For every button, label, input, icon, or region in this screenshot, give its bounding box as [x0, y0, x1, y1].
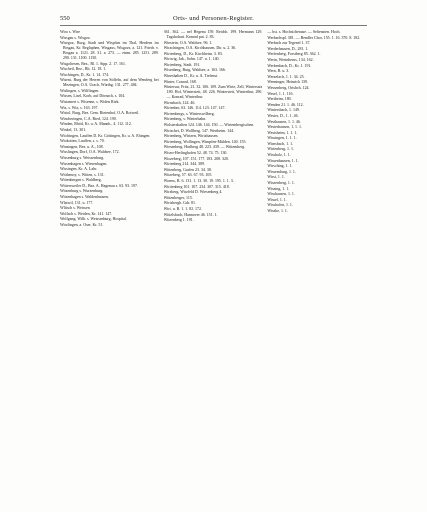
index-entry: Wirachingen, O.A. Kirchhausen, Dir. u. 2. 36. — [163, 45, 237, 51]
index-entry: Westerhausen, 1. 1. 1. — [267, 124, 302, 130]
index-entry: Westhausen, 1. 1. 46. — [267, 118, 301, 124]
index-entry: Winkel, 13. 301. — [60, 126, 87, 132]
index-entry: Wisgoltesen, Bez., Bl. 1. Sipp. 2. 17. 161. — [60, 60, 126, 66]
index-entry: Wissenhausen, 1. 1. — [267, 157, 299, 163]
index-entry: Wisegoz, Burg, Stadt und Wispfirn im Thal, Herdern im Brsgau, Kr. Reglaphen, Wisgaus, Wisgozs, a. 121. Friedr. v. Brsgau a. 1121. 28. 31. a. 273. — einm. 285. 1251. 289. 290. 131. 1100. 1150. — [60, 40, 159, 60]
index-entry: Wirtenberg, D., Kr. Kirchheim. 3. 83. — [163, 50, 223, 56]
index-column-3 — [267, 30, 366, 480]
index-entry: Wirtembergs, s. Winterswilberg. — [163, 110, 215, 116]
index-entry: Wlatwil, 131. u. 177. — [60, 199, 94, 205]
index-entry: Wolfach s. Weiden, Kr. 141. 147. — [60, 210, 113, 216]
index-entry: Wiszke, 1. 1. — [267, 208, 288, 213]
index-entry: Wiszing, 1. 1. — [267, 185, 290, 191]
index-entry: Wissingen, 1. 1. 1. — [267, 135, 297, 141]
index-entry: Werfenberg, Forstberg 85. 362. 1. — [267, 51, 321, 57]
index-entry: Witzenberg 1. 191. — [163, 217, 194, 223]
index-entry: Wischeil, Bez., Bh. 12. 18. 1. — [60, 66, 107, 72]
index-entry: Wirst, 1. 1. — [267, 174, 285, 180]
index-entry: Witzeberg, 57. 63. 67. 93. 105. — [163, 172, 213, 178]
index-entry: Wiro s. Wire — [60, 30, 81, 34]
index-entry: Wirt. u. B. 1. 1. 82. 172. — [163, 205, 202, 211]
index-entry: Wissgau s. Wisgoz. — [60, 34, 91, 40]
index-entry: Wiokotten, Lauffen, s. s. 70. — [60, 138, 105, 144]
index-entry: Wiozeberg, 107. 151. 177. 183. 208. 320. — [163, 155, 229, 161]
index-entry: Wissemburg, 1. 1. — [267, 168, 296, 174]
index-entry: Wirtenberg, s. Winterhahn. — [163, 116, 207, 122]
index-entry: Wistamert s. Wisenne, s. Widen Riek. — [60, 98, 120, 104]
index-entry: Wiszenberg, 1. 1. — [267, 180, 295, 186]
index-entry: Wineshalten D., Kr. u. A. Tiefenst. — [163, 73, 219, 79]
index-entry: Werbachspl. 381. — Bendler Chor, 155. 1. 16. 370. 8. 182. — [267, 34, 361, 40]
index-entry: Wirttenberg 101. 107. 234. 307. 315. 418. — [163, 183, 230, 189]
index-entry: Wirtenberg, 1. 1. — [267, 146, 294, 152]
index-entry: Wiseni, Burg der Herren von Stiffeln, auf dem Wenderg bei Mezingen, O.A. Urach, Würtbg. 131. 277. 484. — [60, 77, 159, 88]
index-entry: Werzelach, 1. 1. 34. 25. — [267, 73, 305, 79]
index-entry: Wirtenberg, Stadt. 191. — [163, 61, 201, 67]
index-entry: Winstein, O.A. Waldsee, 96. 1. — [163, 39, 213, 45]
index-entry: Wester, D., 1. 1. 46. — [267, 112, 299, 118]
index-entry: Wessenberg, Ortshch, 124. — [267, 84, 310, 90]
index-entry: Wirtenber, 63. 146. 114. 123. 147. 147. — [163, 105, 226, 111]
page-number: 550 — [60, 15, 70, 22]
index-entry: Wertheim, 180. — [267, 96, 292, 102]
index-entry: Wissholz, 1. 1. — [267, 152, 291, 158]
index-entry: Wislingen, s. Wilflingen. — [60, 87, 100, 93]
index-entry: Witzenburg s. Wurzenburg. — [60, 188, 104, 194]
index-entry: Wirtenberg 214. 344. 389. — [163, 161, 205, 167]
index-entry: Wirtwig, Jak., Sohn. 147. u. 1. 140. — [163, 56, 220, 62]
index-entry: Wiofringen, Lauffen D. Kr. Göttingen, Kr. u. A. Ehingen. — [60, 132, 151, 138]
index-column-1 — [60, 30, 159, 480]
index-column-2 — [164, 30, 263, 480]
index-entry: Wisslingen, Dorf, O.A. Waldsee, 172. — [60, 149, 120, 155]
index-entry: Westsheim, 1. 1. 1. — [267, 129, 298, 135]
index-entry: Wissenhagen s. Wiesenhagen. — [60, 160, 108, 166]
index-entry: Wissingen, Kr. A. Lahr. — [60, 166, 98, 172]
index-entry: Worms, B. 6. 131. 1. 13. 30. 19. 195. 1. 1. 3. — [163, 177, 234, 183]
index-entry: Wisshofen, 1. 1. — [267, 202, 293, 208]
index-entry: Wenden 21. 1. 46. 112. — [267, 101, 304, 107]
index-entry: Wintersbach, 1. 149. — [267, 107, 300, 113]
index-entry: Wincheringen, C.A. Ried, 124. 190. — [60, 115, 117, 121]
index-entry: Witzenhagen s. Waldenhausen. — [60, 194, 109, 200]
index-entry: Wissenburg s. Weissenburg. — [60, 154, 105, 160]
index-entry: Wisenherg, Burg, Waldsee, a. 163. 166. — [163, 67, 226, 73]
index-entry: Wiseo-Herlinghofen 52. 48. 74. 75. 130. — [163, 150, 228, 155]
index-entry: Wistol, Burg, Bez. Gem. Rietenhof, O.A. Rotweil. — [60, 110, 140, 116]
index-entry: Wittenbergen s. Waldberg. — [60, 177, 102, 183]
index-entry: Wolfgang, Wilh. s. Weissenburg, Hospital. — [60, 216, 127, 222]
index-entry: Wirtenberg, Wollingen, Wimpfen-Mülden. 140. 155. — [163, 138, 247, 144]
index-entry: Wirtenherg, Wirtzen, Wirtzhausen. — [163, 133, 219, 139]
index-entry: Werderhausen, D., 281. 1. — [267, 45, 309, 51]
index-entry: Werbenbach, D., Kr. 1. 191. — [267, 62, 312, 68]
page-header — [60, 15, 367, 25]
index-entry: Wirtsbergh. Gdr. 81. — [163, 200, 196, 206]
index-entry: Winter, Conrad, 168. — [163, 78, 197, 84]
index-entry: Winden, Rhöd, Kr. u. A. Mannh., 4. 112. 112. — [60, 121, 132, 127]
index-columns — [60, 30, 366, 480]
running-title: Orts- und Personen-Register. — [173, 15, 254, 22]
index-entry: Wissel, 1. 1. — [267, 196, 287, 202]
index-entry: Wirnsbach, 124. 46. — [163, 99, 196, 105]
index-entry: Wiesenberg, Harlberg 48. 223. 439. — Wittemberg. — [163, 144, 246, 150]
index-entry: Wittenberg, Grafen 23. 34. 38. — [163, 166, 212, 172]
index-entry: Werbach zur Tegenel 1. 37. — [267, 40, 311, 46]
index-entry: — bst. s. Hochstiftenuse. — Seltensten. Hoch. — [267, 30, 341, 34]
index-entry: Wiz, s. Wiz, s. 163. 197. — [60, 104, 99, 110]
header-rule — [60, 25, 367, 26]
index-entry: Wirzlingen, a. Oser, Kr. 51. — [60, 222, 104, 228]
index-entry: Wissen, Lisel, Korb, auf Dörnach, s. 104. — [60, 93, 126, 99]
index-entry: Wlitsch s. Weissen — [60, 205, 90, 211]
index-entry: Wittelsbach, Hannover 46. 151. 1. — [163, 211, 218, 217]
index-entry: Wintersur, Fritz, 21. 32. 106. 109. Zum Wirte, Zell, Wintersatz 180. Hof, Wintersteit, 48. 226. Wintersteit, Winterthur, 290. — Konrad, Winterthur. — [163, 84, 263, 100]
index-entry: Wesel, 1. 1. 116. — [267, 90, 294, 96]
index-entry: Wittenberger, 115. — [163, 194, 193, 200]
index-entry: Wolsiershalten 124. 146. 144. 150. — Wirtembergischen. — [163, 122, 255, 128]
index-entry: 361. 362. — nel Hegena 159. Reichh. 199. Hermann 129. Tagsbohart. Konrad pat. 2. 83. — [163, 30, 263, 39]
index-entry: Winzingen, Bez. u. A., 108. — [60, 143, 104, 149]
index-entry: Witthenoy, s. Witten, s. 131. — [60, 171, 105, 177]
index-entry: Wittersweiler D., Bez. A. Hagenau s. 63. 93. 197. — [60, 182, 138, 188]
index-entry: Wenninger, Heinrich 139. — [267, 79, 308, 85]
index-entry: Wischingen, D., Kr. 1. 14. 174. — [60, 71, 110, 77]
index-entry: Wirsching, 1. 1. — [267, 163, 293, 169]
index-entry: Wisshausen, 1. 1. — [267, 191, 295, 197]
index-entry: Wirzberg, Wirzfeld D. Wiesenberg 4. — [163, 189, 223, 195]
index-entry: Wirnsbach, 1. 1. — [267, 140, 294, 146]
index-entry: Wirtschet, D. Wollberg. 147. Wertheim. 144. — [163, 127, 235, 133]
index-entry: Wern, B. u. 3. — [267, 68, 290, 74]
index-entry: Werin, Werinherus, 134. 162. — [267, 56, 314, 62]
